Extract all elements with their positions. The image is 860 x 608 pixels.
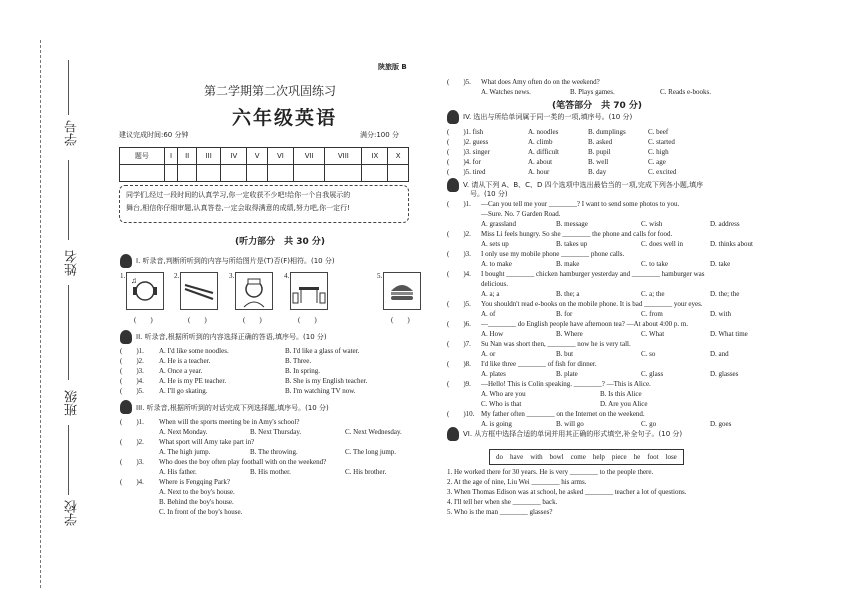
sec4-option-c: C. beef [648, 128, 669, 136]
sec2-option-a: A. I'd like some noodles. [159, 347, 229, 355]
sec5-option: B. plate [556, 370, 578, 378]
score-header-cell: VIII [325, 148, 362, 165]
sec2-option-a: A. I'll go skating. [159, 387, 208, 395]
sec5-option: A. grassland [481, 220, 516, 228]
sec3-q-number[interactable]: ( )4. [120, 478, 144, 486]
sec5-option: A. plates [481, 370, 506, 378]
sec5-q-number[interactable]: ( )5. [447, 300, 471, 308]
sec2-option-a: A. He is my PE teacher. [159, 377, 227, 385]
sec5-option: D. with [710, 310, 731, 318]
sec3-question: When will the sports meeting be in Amy's school? [159, 418, 300, 426]
sec5-option: C. a; the [641, 290, 665, 298]
picture-number: 2. [174, 272, 180, 280]
sec5-question-line: Su Nan was short then, ________ now he is very tall. [481, 340, 631, 348]
sec5-q-number[interactable]: ( )10. [447, 410, 475, 418]
strip-name-label: 姓名 [65, 250, 80, 276]
score-header-cell: I [164, 148, 177, 165]
score-cell[interactable] [362, 165, 388, 182]
answer-paren[interactable]: ( ) [188, 316, 207, 324]
table-chairs-icon [291, 273, 327, 309]
sec4-option-a: A. climb [528, 138, 553, 146]
answer-paren[interactable]: ( ) [391, 316, 410, 324]
picture-number: 3. [229, 272, 235, 280]
picture-chopsticks-icon [180, 272, 218, 310]
student-icon [120, 400, 132, 414]
word-bank-box: do have with bowl come help piece he foot lose [489, 449, 684, 465]
sec5-q-number[interactable]: ( )9. [447, 380, 471, 388]
student-icon [447, 427, 459, 441]
sec4-option-b: B. well [588, 158, 609, 166]
name-blank[interactable] [68, 160, 69, 240]
picture-table-chairs-icon [290, 272, 328, 310]
answer-paren[interactable]: ( ) [298, 316, 317, 324]
sec2-q-number[interactable]: ( )4. [120, 377, 144, 385]
sec5-question-line: I bought ________ chicken hamburger yesterday and ________ hamburger was [481, 270, 705, 278]
score-cell[interactable] [267, 165, 293, 182]
sec1-title: I. 听录音,判断所听到的内容与所给图片是(T)否(F)相符。(10 分) [136, 257, 335, 265]
sec3-question: Where is Fengqing Park? [159, 478, 230, 486]
student-icon [120, 330, 132, 344]
sec2-option-a: A. He is a teacher. [159, 357, 211, 365]
sec3-option: C. In front of the boy's house. [159, 508, 243, 516]
sec5-option: B. for [556, 310, 573, 318]
writing-heading: (笔答部分 共 70 分) [552, 101, 643, 111]
sec5-option: C. Who is that [481, 400, 522, 408]
sec4-option-a: A. hour [528, 168, 550, 176]
sec4-q-number[interactable]: ( )4. for [447, 158, 481, 166]
sec4-q-number[interactable]: ( )2. guess [447, 138, 489, 146]
full-score: 满分:100 分 [360, 131, 399, 139]
sec2-title: II. 听录音,根据所听到的内容选择正确的答语,填序号。(10 分) [136, 333, 327, 341]
sec3-q5-option-c: C. Reads e-books. [660, 88, 711, 96]
sec4-q-number[interactable]: ( )5. tired [447, 168, 486, 176]
school-blank[interactable] [68, 425, 69, 495]
picture-number: 4. [284, 272, 290, 280]
sec5-option: C. go [641, 420, 657, 428]
encouragement-line-1: 同学们,经过一段时间的认真学习,你一定收获不少吧!给你一个自我展示的 [126, 191, 351, 199]
sec3-title: III. 听录音,根据所听到的对话完成下列选择题,填序号。(10 分) [136, 404, 329, 412]
score-header-cell: 题号 [120, 148, 165, 165]
headphone-girl-icon [127, 273, 163, 309]
sec5-option: B. the; a [556, 290, 580, 298]
sec4-option-a: A. about [528, 158, 553, 166]
answer-paren[interactable]: ( ) [134, 316, 153, 324]
sec5-q-number[interactable]: ( )8. [447, 360, 471, 368]
sec5-option: D. thinks about [710, 240, 753, 248]
sec2-q-number[interactable]: ( )5. [120, 387, 144, 395]
number-blank[interactable] [68, 60, 69, 115]
sec5-option: B. Where [556, 330, 583, 338]
sec3-option: C. Next Wednesday. [345, 428, 402, 436]
class-blank[interactable] [68, 285, 69, 380]
sec5-option: D. and [710, 350, 729, 358]
sec4-option-c: C. started [648, 138, 675, 146]
sec5-option: C. wish [641, 220, 663, 228]
sec3-option: A. The high jump. [159, 448, 211, 456]
sec3-option: A. His father. [159, 468, 197, 476]
sec3-q-number[interactable]: ( )1. [120, 418, 144, 426]
sec3-option: A. Next to the boy's house. [159, 488, 235, 496]
picture-number: 1. [120, 272, 126, 280]
sec4-option-a: A. difficult [528, 148, 559, 156]
sec4-option-c: C. high [648, 148, 669, 156]
sec5-option: C. from [641, 310, 663, 318]
listening-heading: (听力部分 共 30 分) [235, 237, 326, 247]
sec5-question-line: —Hello! This is Colin speaking. ________? —This is Alice. [481, 380, 651, 388]
strip-class-label: 班级 [65, 390, 80, 416]
sec5-option: A. to make [481, 260, 512, 268]
chopsticks-icon [181, 273, 217, 309]
sec4-option-b: B. day [588, 168, 607, 176]
score-header-cell: X [388, 148, 409, 165]
sec3-option: B. Next Thursday. [250, 428, 302, 436]
sec5-option: B. takes up [556, 240, 588, 248]
sec2-option-b: B. Three. [285, 357, 312, 365]
sec5-option: B. Is this Alice [600, 390, 642, 398]
exam-title: 第二学期第二次巩固练习 [204, 84, 337, 98]
sec5-option: C. glass [641, 370, 664, 378]
sec5-option: A. Who are you [481, 390, 526, 398]
sec5-option: A. is going [481, 420, 512, 428]
sec2-q-number[interactable]: ( )2. [120, 357, 144, 365]
sec5-option: C. so [641, 350, 656, 358]
sec5-option: B. will go [556, 420, 584, 428]
picture-number: 5. [377, 272, 383, 280]
sec5-q-number[interactable]: ( )6. [447, 320, 471, 328]
sec6-sentence: 4. I'll tell her when she ________ back. [447, 498, 558, 506]
score-cell[interactable] [164, 165, 177, 182]
answer-paren[interactable]: ( ) [243, 316, 262, 324]
sec2-q-number[interactable]: ( )1. [120, 347, 144, 355]
sec5-q-number[interactable]: ( )1. [447, 200, 471, 208]
sec3-q5-option-b: B. Plays games. [570, 88, 615, 96]
sec4-q-number[interactable]: ( )1. fish [447, 128, 484, 136]
score-header-cell: III [197, 148, 221, 165]
sec2-option-b: B. I'm watching TV now. [285, 387, 356, 395]
picture-hamburger-icon [383, 272, 421, 310]
sec5-question-line: You shouldn't read e-books on the mobile phone. It is bad ________ your eyes. [481, 300, 703, 308]
sec5-option: A. a; a [481, 290, 500, 298]
score-row-label [120, 165, 165, 182]
sec5-option: A. or [481, 350, 496, 358]
sec6-title: VI. 从方框中选择合适的单词并用其正确的形式填空,补全句子。(10 分) [463, 430, 683, 438]
sec5-title-cont: 号。(10 分) [470, 190, 508, 198]
sec4-option-c: C. excited [648, 168, 677, 176]
picture-doctor-icon [235, 272, 273, 310]
sec2-q-number[interactable]: ( )3. [120, 367, 144, 375]
sec5-option: D. the; the [710, 290, 740, 298]
sec5-option: B. message [556, 220, 588, 228]
sec3-option: C. His brother. [345, 468, 387, 476]
sec5-option: D. address [710, 220, 740, 228]
sec5-option: D. goes [710, 420, 732, 428]
sec5-q-number[interactable]: ( )7. [447, 340, 471, 348]
sec5-option: B. make [556, 260, 580, 268]
score-table [119, 147, 409, 182]
sec4-option-b: B. asked [588, 138, 613, 146]
score-header-cell: II [178, 148, 197, 165]
sec5-question-line: I'd like three ________ of fish for dinner. [481, 360, 597, 368]
sec3-option: A. Next Monday. [159, 428, 208, 436]
sec5-option: D. What time [710, 330, 748, 338]
score-header-cell: VII [293, 148, 324, 165]
sec5-option: C. does well in [641, 240, 683, 248]
sec5-question-line: I only use my mobile phone ________ phone calls. [481, 250, 625, 258]
sec5-option: A. sets up [481, 240, 509, 248]
sec5-question-line: —________ do English people have afternoon tea? —At about 4:00 p. m. [481, 320, 689, 328]
score-cell[interactable] [293, 165, 324, 182]
score-cell[interactable] [197, 165, 221, 182]
sec3-q5-option-a: A. Watches news. [481, 88, 531, 96]
strip-number-label: 学号 [65, 120, 80, 146]
sec5-q-number[interactable]: ( )4. [447, 270, 471, 278]
sec6-sentence: 1. He worked there for 30 years. He is very ________ to the people there. [447, 468, 654, 476]
strip-school-label: 学校 [65, 500, 80, 526]
encouragement-box [119, 185, 409, 223]
subject-title: 六年级英语 [232, 107, 338, 129]
doctor-icon [236, 273, 272, 309]
sec2-option-b: B. In spring. [285, 367, 320, 375]
picture-headphone-girl-icon [126, 272, 164, 310]
sec6-sentence: 5. Who is the man ________ glasses? [447, 508, 553, 516]
sec3-option: B. Behind the boy's house. [159, 498, 234, 506]
sec5-question-line: My father often ________ on the Internet on the weekend. [481, 410, 645, 418]
student-icon [447, 178, 459, 192]
sec3-option: B. His mother. [250, 468, 291, 476]
sec3-q5-question: What does Amy often do on the weekend? [481, 78, 600, 86]
score-header-cell: V [247, 148, 268, 165]
student-icon [447, 110, 459, 124]
sec2-option-b: B. She is my English teacher. [285, 377, 368, 385]
sec5-question-line: delicious. [481, 280, 509, 288]
sec4-option-b: B. pupil [588, 148, 611, 156]
sec5-option: C. to take [641, 260, 669, 268]
sec5-option: D. glasses [710, 370, 739, 378]
sec5-q-number[interactable]: ( )3. [447, 250, 471, 258]
sec3-question: Who does the boy often play football with on the weekend? [159, 458, 327, 466]
time-note: 建议完成时间:60 分钟 [119, 131, 189, 139]
score-cell[interactable] [247, 165, 268, 182]
student-icon [120, 254, 132, 268]
sec4-option-c: C. age [648, 158, 666, 166]
sec3-q-number[interactable]: ( )3. [120, 458, 144, 466]
sec4-option-b: B. dumplings [588, 128, 626, 136]
sec5-option: C. What [641, 330, 665, 338]
edition-tag: 陕旅版 B [378, 63, 407, 71]
score-cell[interactable] [325, 165, 362, 182]
sec5-option: D. Are you Alice [600, 400, 648, 408]
sec6-sentence: 2. At the age of nine, Liu Wei ________ his arms. [447, 478, 587, 486]
sec5-question-line: Miss Li feels hungry. So she ________ the phone and calls for food. [481, 230, 673, 238]
sec4-q-number[interactable]: ( )3. singer [447, 148, 490, 156]
score-cell[interactable] [388, 165, 409, 182]
sec3-option: B. The throwing. [250, 448, 298, 456]
sec3-q-number[interactable]: ( )2. [120, 438, 144, 446]
score-cell[interactable] [221, 165, 247, 182]
sec5-option: A. of [481, 310, 496, 318]
sec6-sentence: 3. When Thomas Edison was at school, he asked ________ teacher a lot of questions. [447, 488, 687, 496]
score-header-cell: IV [221, 148, 247, 165]
sec5-q-number[interactable]: ( )2. [447, 230, 471, 238]
sec2-option-a: A. Once a year. [159, 367, 203, 375]
sec5-question-line: —Can you tell me your ________? I want to send some photos to you. [481, 200, 680, 208]
sec5-option: A. How [481, 330, 504, 338]
score-header-cell: IX [362, 148, 388, 165]
sec5-option: D. take [710, 260, 731, 268]
sec4-option-a: A. noodles [528, 128, 559, 136]
encouragement-line-2: 舞台,相信你仔细审题,认真答卷,一定会取得满意的成绩,努力吧,你一定行! [126, 204, 350, 212]
sec2-option-b: B. I'd like a glass of water. [285, 347, 360, 355]
sec4-title: IV. 选出与所给单词属于同一类的一项,填序号。(10 分) [463, 113, 633, 121]
sec5-question-line: —Sure. No. 7 Garden Road. [481, 210, 561, 218]
sec3-question: What sport will Amy take part in? [159, 438, 255, 446]
sec5-option: B. but [556, 350, 574, 358]
sec3-q5-number[interactable]: ( )5. [447, 78, 471, 86]
sec3-option: C. The long jump. [345, 448, 397, 456]
sec5-title: V. 请从下列 A、B、C、D 四个选项中选出最恰当的一项,完成下列各小题,填序 [463, 181, 704, 189]
score-cell[interactable] [178, 165, 197, 182]
binding-dashed-line [40, 40, 41, 588]
score-header-cell: VI [267, 148, 293, 165]
svg-text:♫: ♫ [131, 276, 137, 285]
hamburger-icon [384, 273, 420, 309]
